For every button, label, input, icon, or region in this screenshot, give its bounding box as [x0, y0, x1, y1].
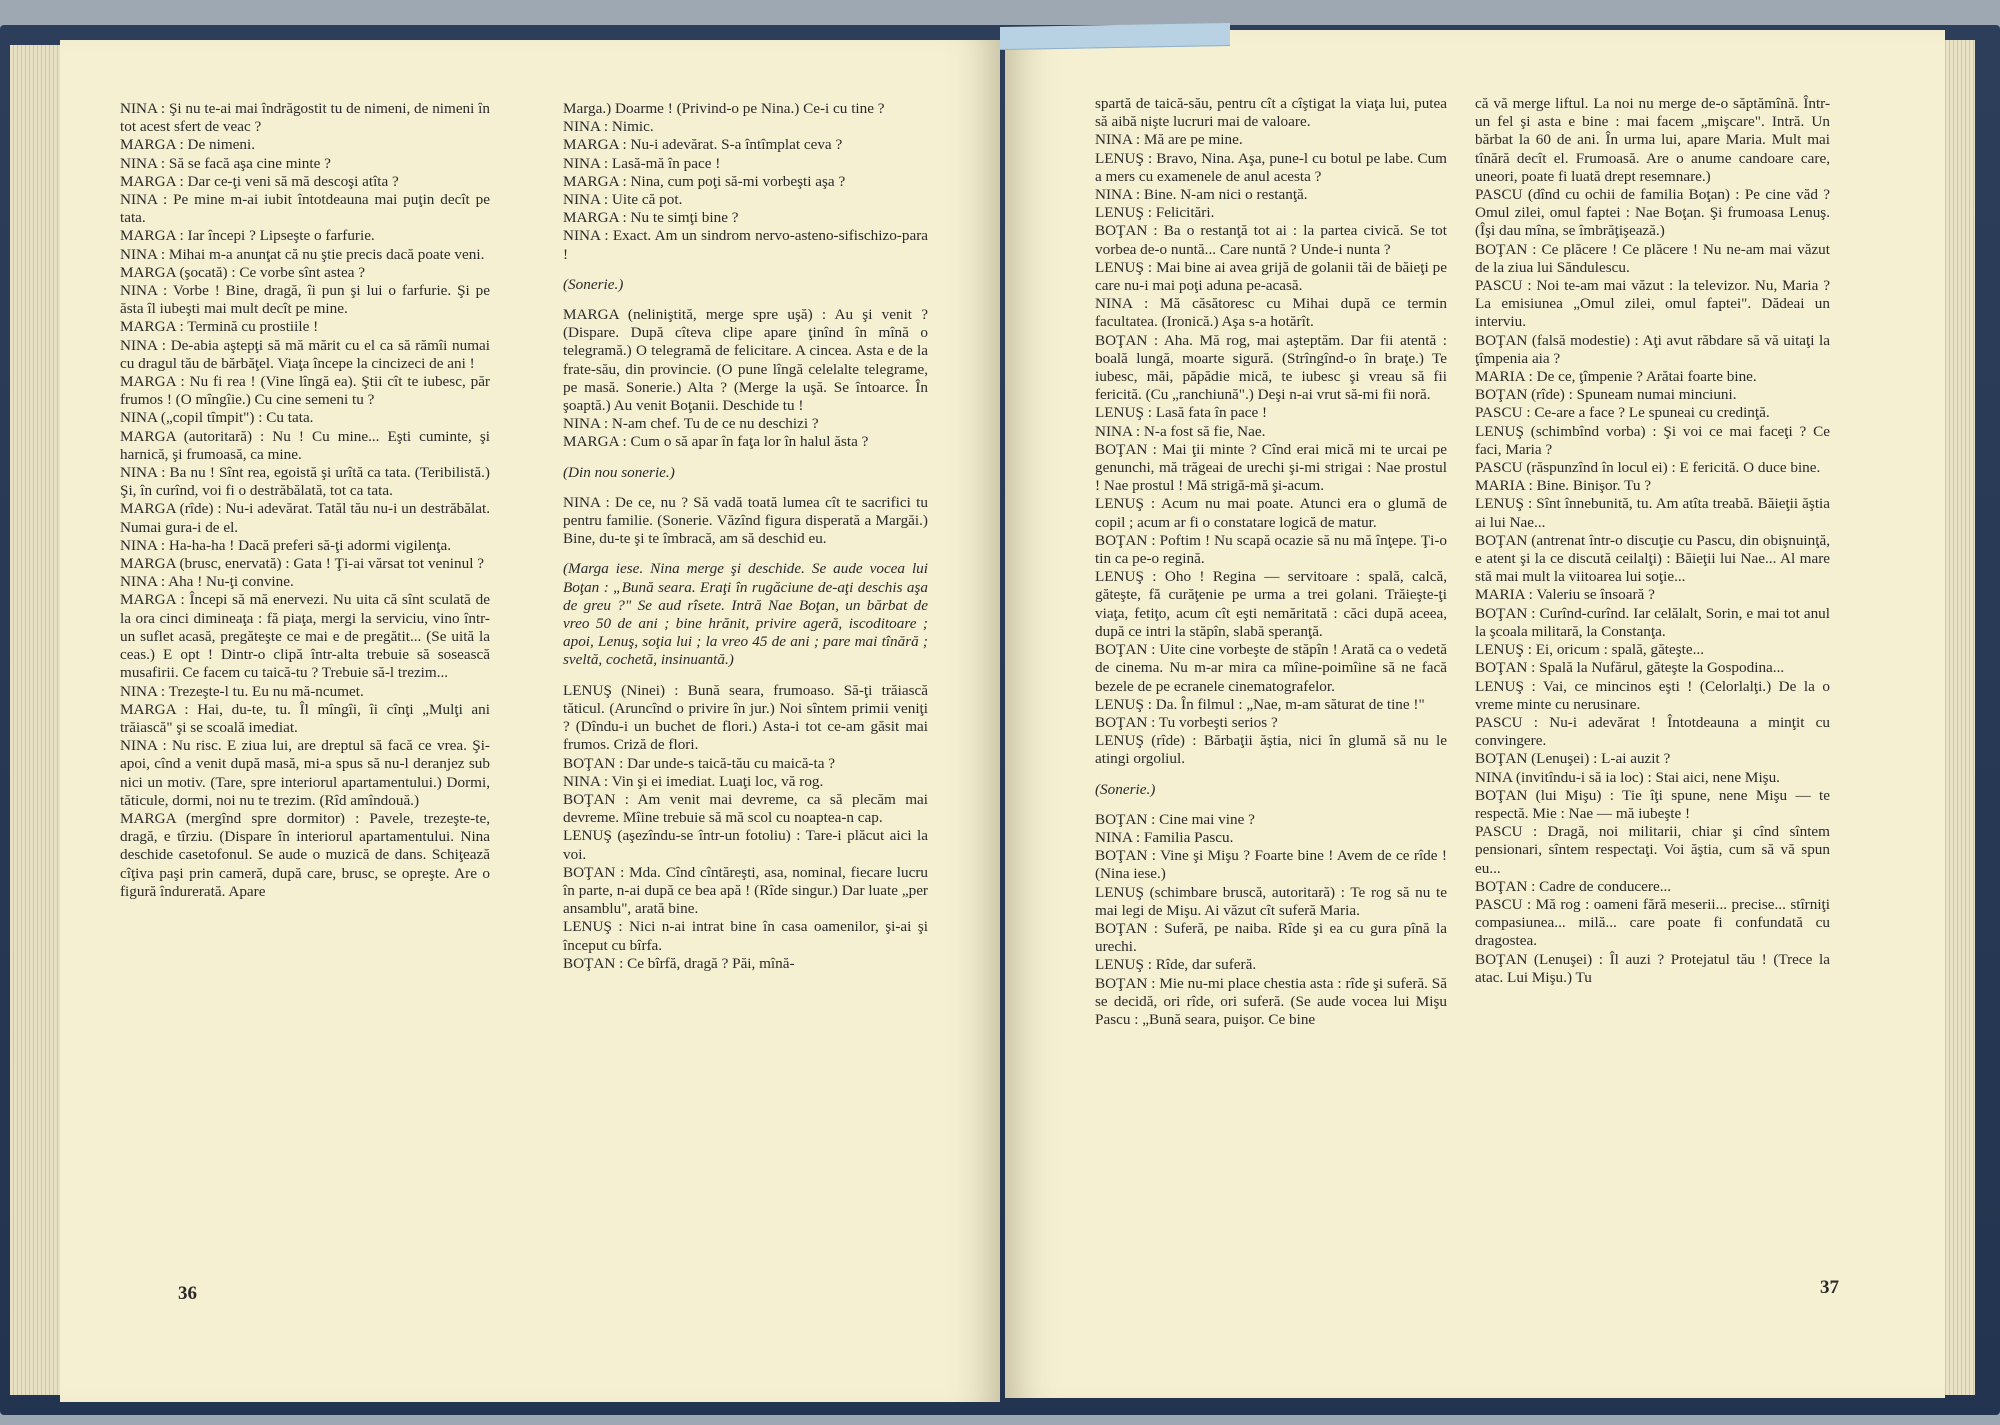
- dialogue-line: NINA : Lasă-mă în pace !: [563, 154, 721, 172]
- dialogue-line: BOŢAN (Lenuşei) : Îl auzi ? Protejatul tău ! (Trece la atac. Lui Mişu.) Tu: [1475, 950, 1830, 986]
- dialogue-line: LENUŞ (schimbare bruscă, autoritară) : Te rog să nu te mai legi de Mişu. Ai văzut cît suferă Maria.: [1095, 883, 1447, 919]
- dialogue-line: NINA („copil tîmpit") : Cu tata.: [120, 409, 314, 427]
- dialogue-line: BOŢAN : Cadre de conducere...: [1475, 877, 1672, 895]
- dialogue-line: MARIA : Bine. Binişor. Tu ?: [1475, 477, 1651, 495]
- dialogue-line: spartă de taică-său, pentru cît a cîştigat la viaţa lui, putea să aibă nişte lucruri mai de valoare.: [1095, 95, 1447, 131]
- dialogue-line: MARGA : Nina, cum poţi să-mi vorbeşti aşa ?: [563, 172, 846, 190]
- dialogue-line: LENUŞ (rîde) : Bărbaţii ăştia, nici în glumă să nu le atingi orgoliul.: [1095, 732, 1447, 768]
- dialogue-line: BOŢAN (falsă modestie) : Aţi avut răbdare să vă uitaţi la ţîmpenia aia ?: [1475, 331, 1830, 367]
- dialogue-line: NINA : Ba nu ! Sînt rea, egoistă şi urîtă ca tata. (Teribilistă.) Şi, în curînd, voi fi o destrăbălată, tot ca tata.: [120, 464, 490, 500]
- dialogue-line: NINA : Ha-ha-ha ! Dacă preferi să-ţi adormi vigilenţa.: [120, 536, 452, 554]
- dialogue-line: BOŢAN : Spală la Nufărul, găteşte la Gospodina...: [1475, 659, 1785, 677]
- dialogue-line: NINA : Uite că pot.: [563, 191, 683, 209]
- page-number-right: 37: [1820, 1277, 1839, 1298]
- left-page-column-1: [120, 100, 490, 901]
- dialogue-line: LENUŞ : Rîde, dar suferă.: [1095, 956, 1257, 974]
- dialogue-line: BOŢAN : Suferă, pe naiba. Rîde şi ea cu gura pînă la urechi.: [1095, 919, 1447, 956]
- dialogue-line: LENUŞ : Bravo, Nina. Aşa, pune-l cu botul pe labe. Cum a mers cu examenele de anul acesta ?: [1095, 149, 1447, 185]
- dialogue-line: NINA : Familia Pascu.: [1095, 828, 1234, 846]
- dialogue-line: NINA : De-abia aştepţi să mă mărit cu el ca să rămîi numai cu dragul tău de bărbăţel. Viaţa începe la cincizeci de ani !: [120, 336, 490, 372]
- dialogue-line: MARGA : Iar începi ? Lipseşte o farfurie.: [120, 227, 375, 245]
- dialogue-line: BOŢAN : Ba o restanţă tot ai : la partea civică. Se tot vorbea de-o nuntă... Care nuntă ? Unde-i nunta ?: [1095, 222, 1447, 258]
- dialogue-line: MARGA (rîde) : Nu-i adevărat. Tatăl tău nu-i un destrăbălat. Numai gura-i de el.: [120, 500, 490, 536]
- dialogue-line: BOŢAN (rîde) : Spuneam numai minciuni.: [1475, 386, 1737, 404]
- dialogue-line: PASCU : Dragă, noi militarii, chiar şi cînd sîntem pensionari, sîntem respectaţi. Voi ăştia, cum să vă spun eu...: [1475, 823, 1830, 877]
- dialogue-line: LENUŞ : Ei, oricum : spală, găteşte...: [1475, 641, 1705, 659]
- dialogue-line: NINA : Mihai m-a anunţat că nu ştie precis dacă poate veni.: [120, 245, 485, 263]
- dialogue-line: LENUŞ : Da. În filmul : „Nae, m-am săturat de tine !": [1095, 695, 1425, 713]
- dialogue-line: BOŢAN : Curînd-curînd. Iar celălalt, Sorin, e mai tot anul la şcoala militară, la Constanţa.: [1475, 604, 1830, 640]
- dialogue-line: MARIA : De ce, ţîmpenie ? Arătai foarte bine.: [1475, 368, 1757, 386]
- dialogue-line: BOŢAN : Ce plăcere ! Ce plăcere ! Nu ne-am mai văzut de la ziua lui Săndulescu.: [1475, 240, 1830, 276]
- dialogue-line: BOŢAN : Tu vorbeşti serios ?: [1095, 713, 1278, 731]
- dialogue-line: BOŢAN : Mie nu-mi place chestia asta : rîde şi suferă. Să se decidă, ori rîde, ori suferă. (Se aude vocea lui Mişu Pascu : „Bună seara, puişor. Ce bine: [1095, 974, 1447, 1028]
- right-page-column-2: [1475, 95, 1830, 987]
- dialogue-line: NINA : De ce, nu ? Să vadă toată lumea cît te sacrifici tu pentru familie. (Sonerie. Văzînd figura disperată a Margăi.) Bine, du-te şi te îmbracă, am să deschid eu.: [563, 493, 928, 548]
- dialogue-line: NINA : Şi nu te-ai mai îndrăgostit tu de nimeni, de nimeni în tot acest sfert de veac ?: [120, 100, 490, 136]
- dialogue-line: MARIA : Valeriu se însoară ?: [1475, 586, 1655, 604]
- dialogue-line: LENUŞ : Vai, ce mincinos eşti ! (Celorlalţi.) De la o vreme minte cu nerusinare.: [1475, 677, 1830, 713]
- dialogue-line: BOŢAN : Ce bîrfă, dragă ? Păi, mînă-: [563, 954, 795, 972]
- page-edges-right: [1945, 40, 1975, 1395]
- dialogue-line: PASCU (dînd cu ochii de familia Boţan) : Pe cine văd ? Omul zilei, omul faptei : Nae Boţan. Şi frumoasa Lenuş. (Îşi dau mîna, se îmbrăţişează.): [1475, 186, 1830, 240]
- dialogue-line: BOŢAN : Mda. Cînd cîntăreşti, asa, nominal, fiecare lucru în parte, n-ai după ce bea apă ! (Rîde singur.) Dar luate „per ansamblu", arată bine.: [563, 863, 928, 918]
- dialogue-line: PASCU : Nu-i adevărat ! Întotdeauna a minţit cu convingere.: [1475, 713, 1830, 750]
- dialogue-line: LENUŞ : Acum nu mai poate. Atunci era o glumă de copil ; acum ar fi o constatare logică de matur.: [1095, 495, 1447, 531]
- dialogue-line: MARGA (şocată) : Ce vorbe sînt astea ?: [120, 263, 366, 281]
- dialogue-line: (Sonerie.): [1095, 780, 1156, 798]
- dialogue-line: MARGA : Dar ce-ţi veni să mă descoşi atîta ?: [120, 172, 399, 190]
- dialogue-line: LENUŞ : Nici n-ai intrat bine în casa oamenilor, şi-ai şi început cu bîrfa.: [563, 918, 928, 954]
- dialogue-line: NINA : Bine. N-am nici o restanţă.: [1095, 186, 1308, 204]
- dialogue-line: LENUŞ (Ninei) : Bună seara, frumoaso. Să-ţi trăiască tăticul. (Aruncînd o privire în jur.) Noi sîntem primii veniţi ? (Dîndu-i un buchet de flori.) Asta-i tot ce-am găsit mai frumos. Criză de flori.: [563, 681, 928, 754]
- dialogue-line: LENUŞ : Lasă fata în pace !: [1095, 404, 1268, 422]
- dialogue-line: NINA : Trezeşte-l tu. Eu nu mă-ncumet.: [120, 682, 364, 700]
- dialogue-line: LENUŞ (aşezîndu-se într-un fotoliu) : Tare-i plăcut aici la voi.: [563, 827, 928, 863]
- dialogue-line: NINA : Nimic.: [563, 118, 654, 136]
- dialogue-line: NINA : Să se facă aşa cine minte ?: [120, 154, 331, 172]
- dialogue-line: NINA : Vin şi ei imediat. Luaţi loc, vă rog.: [563, 772, 824, 790]
- dialogue-line: BOŢAN : Cine mai vine ?: [1095, 810, 1255, 828]
- dialogue-line: că vă merge liftul. La noi nu merge de-o săptămînă. Într-un fel şi asta e bine : mai facem „mişcare". Intră. Un bărbat la 60 de ani. În urma lui, apare Maria. Mult mai tînără decît el. Frumoasă. Are o anume candoare care, uneori, poate fi luată drept resemnare.): [1475, 95, 1830, 185]
- dialogue-line: LENUŞ : Oho ! Regina — servitoare : spală, calcă, găteşte, fă curăţenie pe urma a trei golani. Trăieşte-ţi viaţa, fetiţo, acum cît eşti nemăritată : căci după aceea, după ce intri la stăpîn, slabă speranţă.: [1095, 568, 1447, 640]
- dialogue-line: BOŢAN : Aha. Mă rog, mai aşteptăm. Dar fii atentă : boală lungă, moarte sigură. (Strîngînd-o în braţe.) Te iubesc, măi, păpădie mică, te iubesc şi vreau să fii fericită. (Cu „ranchiună".) Deşi n-ai vrut să-mi fii noră.: [1095, 331, 1447, 404]
- dialogue-line: (Din nou sonerie.): [563, 463, 675, 481]
- dialogue-line: BOŢAN : Uite cine vorbeşte de stăpîn ! Arată ca o vedetă de cinema. Nu m-ar mira ca mîine-poimîine să ne facă bezele de pe ecranele cinematografelor.: [1095, 641, 1447, 695]
- dialogue-line: BOŢAN (antrenat într-o discuţie cu Pascu, din obişnuinţă, e atent şi la ce discută ceilalţi) : Băieţii lui Nae... Al mare stă mai mult la viitoarea lui soţie...: [1475, 531, 1830, 586]
- dialogue-line: MARGA : Hai, du-te, tu. Îl mîngîi, îi cînţi „Mulţi ani trăiască" şi se scoală imediat.: [120, 700, 490, 736]
- dialogue-line: MARGA : Nu fi rea ! (Vine lîngă ea). Ştii cît te iubesc, păr frumos ! (O mîngîie.) Cu cine semeni tu ?: [120, 373, 490, 409]
- dialogue-line: PASCU : Noi te-am mai văzut : la televizor. Nu, Maria ? La emisiunea „Omul zilei, omul faptei". Dădeai un interviu.: [1475, 277, 1830, 331]
- dialogue-line: MARGA : Nu-i adevărat. S-a întîmplat ceva ?: [563, 136, 843, 154]
- dialogue-line: MARGA (brusc, enervată) : Gata ! Ţi-ai vărsat tot veninul ?: [120, 555, 484, 573]
- dialogue-line: MARGA : De nimeni.: [120, 136, 255, 154]
- dialogue-line: NINA (invitîndu-i să ia loc) : Stai aici, nene Mişu.: [1475, 768, 1780, 786]
- dialogue-line: MARGA (mergînd spre dormitor) : Pavele, trezeşte-te, dragă, e tîrziu. (Dispare în interiorul apartamentului. Nina deschide casetofonul. Se aude o muzică de dans. Schiţează cîţiva paşi prin cameră, după care, brusc, se opreşte. Are o figură îndurerată. Apare: [120, 809, 490, 900]
- dialogue-line: Marga.) Doarme ! (Privind-o pe Nina.) Ce-i cu tine ?: [563, 100, 885, 117]
- dialogue-line: NINA : Aha ! Nu-ţi convine.: [120, 573, 294, 591]
- bookmark-ribbon: [1000, 23, 1230, 50]
- dialogue-line: (Sonerie.): [563, 275, 624, 293]
- dialogue-line: BOŢAN : Dar unde-s taică-tău cu maică-ta ?: [563, 754, 835, 772]
- dialogue-line: PASCU (răspunzînd în locul ei) : E fericită. O duce bine.: [1475, 459, 1821, 477]
- page-number-left: 36: [178, 1283, 197, 1304]
- dialogue-line: NINA : Pe mine m-ai iubit întotdeauna mai puţin decît pe tata.: [120, 191, 490, 227]
- dialogue-line: LENUŞ : Mai bine ai avea grijă de golanii tăi de băieţi pe care nu-i mai poţi aduna pe-acasă.: [1095, 258, 1447, 295]
- dialogue-line: BOŢAN : Am venit mai devreme, ca să plecăm mai devreme. Mîine trebuie să mă scol cu noaptea-n cap.: [563, 790, 928, 827]
- dialogue-line: NINA : Mă are pe mine.: [1095, 131, 1243, 149]
- dialogue-line: MARGA : Începi să mă enervezi. Nu uita că sînt sculată de la ora cinci dimineaţa : fă piaţa, mergi la serviciu, vino într-un suflet acasă, pregăteşte ce mai e de pregătit... (Se uită la ceas.) E opt ! Dintr-o clipă într-alta trebuie să sosească musafirii. Ce facem cu taică-tu ? Trebuie să-l trezim...: [120, 591, 490, 682]
- dialogue-line: NINA : Vorbe ! Bine, dragă, îi pun şi lui o farfurie. Şi pe ăsta îl iubeşti mai mult decît pe mine.: [120, 282, 490, 318]
- dialogue-line: BOŢAN : Vine şi Mişu ? Foarte bine ! Avem de ce rîde ! (Nina iese.): [1095, 847, 1447, 883]
- dialogue-line: BOŢAN (Lenuşei) : L-ai auzit ?: [1475, 750, 1671, 768]
- dialogue-line: LENUŞ : Felicitări.: [1095, 204, 1215, 222]
- dialogue-line: MARGA : Nu te simţi bine ?: [563, 209, 739, 227]
- left-page-column-2: [563, 100, 928, 973]
- dialogue-line: BOŢAN : Poftim ! Nu scapă ocazie să nu mă înţepe. Ţi-o tin ca pe-o regină.: [1095, 531, 1447, 568]
- dialogue-line: NINA : Nu risc. E ziua lui, are dreptul să facă ce vrea. Şi-apoi, cînd a venit după masă, mi-a spus să nu-l deranjez sub nici un motiv. (Tare, spre interiorul apartamentului.) Dormi, tăticule, dormi, noi nu te trezim. (Rîd amîndouă.): [120, 737, 490, 809]
- dialogue-line: (Marga iese. Nina merge şi deschide. Se aude vocea lui Boţan : „Bună seara. Eraţi în rugăciune de-aţi deschis aşa de greu ?" Se aud rîsete. Intră Nae Boţan, un bărbat de vreo 50 de ani ; bine hrănit, privire ageră, iscoditoare ; apoi, Lenuş, soţia lui ; la vreo 45 de ani ; pare mai tînără ; sveltă, cochetă, insinuantă.): [563, 560, 928, 669]
- dialogue-line: NINA : Mă căsătoresc cu Mihai după ce termin facultatea. (Ironică.) Aşa s-a hotărît.: [1095, 295, 1447, 331]
- dialogue-line: BOŢAN : Mai ţii minte ? Cînd erai mică mi te urcai pe genunchi, mă trăgeai de urechi şi-mi strigai : Nae prostul ! Nae prostul ! Mă strigă-mă şi-acum.: [1095, 440, 1447, 495]
- dialogue-line: NINA : N-am chef. Tu de ce nu deschizi ?: [563, 415, 819, 433]
- dialogue-line: BOŢAN (lui Mişu) : Tie îţi spune, nene Mişu — te respectă. Mie : Nae — mă iubeşte !: [1475, 786, 1830, 822]
- dialogue-line: MARGA (neliniştită, merge spre uşă) : Au şi venit ? (Dispare. După cîteva clipe apare ţinînd în mînă o telegramă.) O telegramă de felicitare. A cincea. Asta e de la frate-său, din provincie. (O pune lîngă celelalte telegrame, pe masă. Sonerie.) Alta ? (Merge la uşă. Se întoarce. În şoaptă.) Au venit Boţanii. Deschide tu !: [563, 306, 928, 415]
- dialogue-line: LENUŞ : Sînt înnebunită, tu. Am atîta treabă. Băieţii ăştia ai lui Nae...: [1475, 495, 1830, 531]
- dialogue-line: NINA : Exact. Am un sindrom nervo-asteno-sifischizo-para !: [563, 227, 928, 263]
- dialogue-line: MARGA : Termină cu prostiile !: [120, 318, 319, 336]
- dialogue-line: PASCU : Mă rog : oameni fără meserii... precise... stîrniţi compasiunea... milă... care poate fi confundată cu dragostea.: [1475, 895, 1830, 950]
- dialogue-line: PASCU : Ce-are a face ? Le spuneai cu credinţă.: [1475, 404, 1770, 422]
- dialogue-line: MARGA : Cum o să apar în faţa lor în halul ăsta ?: [563, 433, 869, 451]
- dialogue-line: NINA : N-a fost să fie, Nae.: [1095, 422, 1266, 440]
- dialogue-line: LENUŞ (schimbînd vorba) : Şi voi ce mai faceţi ? Ce faci, Maria ?: [1475, 422, 1830, 458]
- dialogue-line: MARGA (autoritară) : Nu ! Cu mine... Eşti cuminte, şi harnică, şi frumoasă, ca mine.: [120, 427, 490, 463]
- right-page-column-1: [1095, 95, 1447, 1029]
